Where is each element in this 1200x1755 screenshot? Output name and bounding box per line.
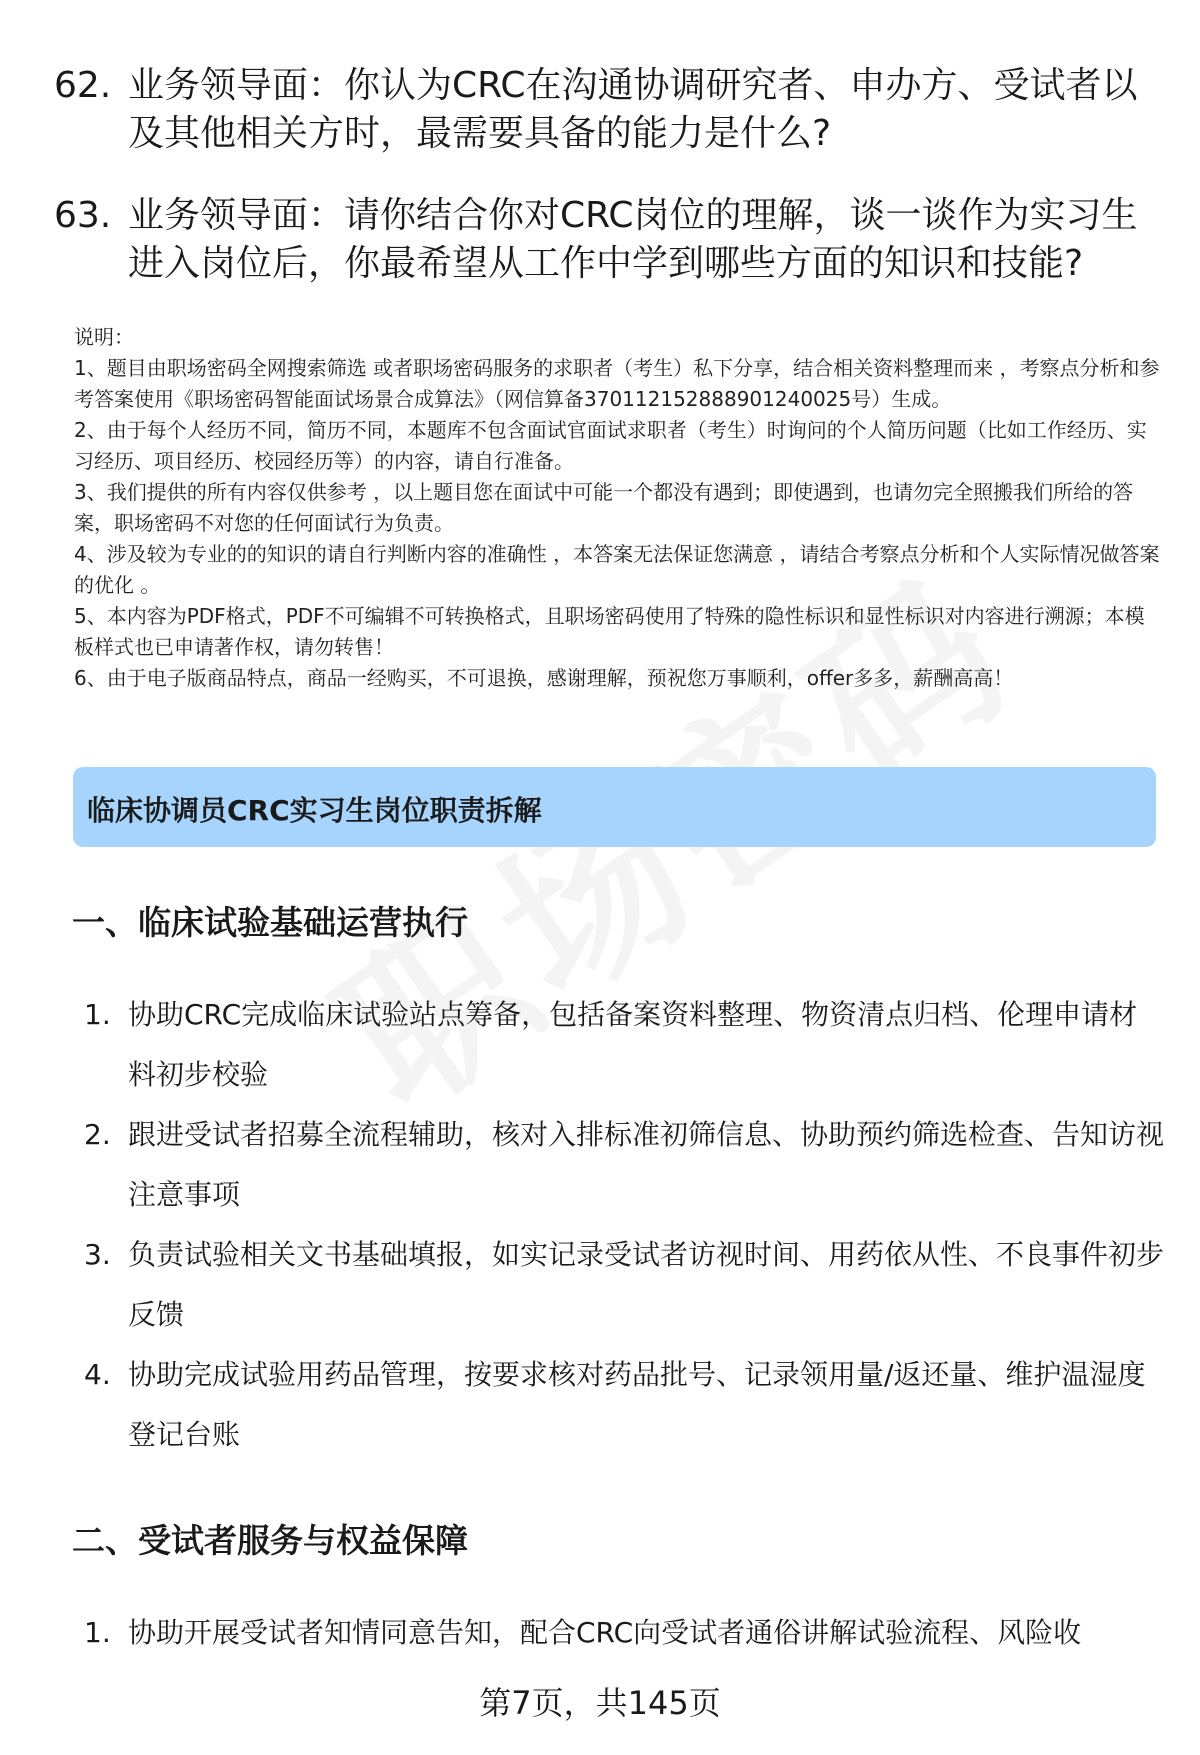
section-heading: 二、受试者服务与权益保障	[72, 1521, 468, 1560]
note-item: 3、我们提供的所有内容仅供参考 ，以上题目您在面试中可能一个都没有遇到；即使遇到，也请勿完全照搬我们所给的答案，职场密码不对您的任何面试行为负责。	[74, 480, 1134, 535]
list-item-number: 4.	[84, 1358, 111, 1391]
list-item-text: 协助开展受试者知情同意告知，配合CRC向受试者通俗讲解试验流程、风险收	[128, 1616, 1082, 1649]
note-item: 6、由于电子版商品特点，商品一经购买，不可退换，感谢理解，预祝您万事顺利，offer多多，薪酬高高！	[74, 666, 1014, 690]
list-item-number: 1.	[84, 1616, 111, 1649]
question-text: 业务领导面：你认为CRC在沟通协调研究者、申办方、受试者以及其他相关方时，最需要具备的能力是什么?	[128, 65, 1138, 154]
page-number: 第7页，共145页	[479, 1684, 721, 1722]
notes-block	[74, 322, 1164, 694]
list-item-text: 协助完成试验用药品管理，按要求核对药品批号、记录领用量/返还量、维护温湿度登记台账	[128, 1358, 1146, 1451]
question-62	[54, 62, 1154, 158]
list-item	[84, 1345, 1164, 1465]
section-heading: 一、临床试验基础运营执行	[72, 903, 468, 942]
list-item-text: 跟进受试者招募全流程辅助，核对入排标准初筛信息、协助预约筛选检查、告知访视注意事项	[128, 1118, 1165, 1211]
list-item-number: 2.	[84, 1118, 111, 1151]
note-item: 1、题目由职场密码全网搜索筛选 或者职场密码服务的求职者（考生）私下分享，结合相关资料整理而来 ，考察点分析和参考答案使用《职场密码智能面试场景合成算法》（网信算备370112152888901240025号）生成。	[74, 356, 1160, 411]
notes-heading: 说明：	[74, 325, 134, 349]
note-item: 5、本内容为PDF格式，PDF不可编辑不可转换格式，且职场密码使用了特殊的隐性标识和显性标识对内容进行溯源；本模板样式也已申请著作权，请勿转售！	[74, 604, 1145, 659]
note-item: 2、由于每个人经历不同，简历不同，本题库不包含面试官面试求职者（考生）时询问的个人简历问题（比如工作经历、实习经历、项目经历、校园经历等）的内容，请自行准备。	[74, 418, 1147, 473]
question-text: 业务领导面：请你结合你对CRC岗位的理解，谈一谈作为实习生进入岗位后，你最希望从工作中学到哪些方面的知识和技能?	[128, 195, 1138, 284]
list-item	[84, 1225, 1164, 1345]
question-number: 63.	[54, 195, 112, 236]
list-item-number: 3.	[84, 1238, 111, 1271]
list-item	[84, 1603, 1164, 1663]
question-number: 62.	[54, 65, 112, 106]
banner-title: 临床协调员CRC实习生岗位职责拆解	[87, 794, 542, 827]
list-item-text: 协助CRC完成临床试验站点筹备，包括备案资料整理、物资清点归档、伦理申请材料初步校验	[128, 998, 1138, 1091]
list-item-text: 负责试验相关文书基础填报，如实记录受试者访视时间、用药依从性、不良事件初步反馈	[128, 1238, 1165, 1331]
section-banner	[73, 767, 1156, 847]
list-item	[84, 1105, 1164, 1225]
list-item	[84, 985, 1164, 1105]
question-63	[54, 192, 1154, 288]
list-item-number: 1.	[84, 998, 111, 1031]
note-item: 4、涉及较为专业的的知识的请自行判断内容的准确性 ，本答案无法保证您满意 ，请结合考察点分析和个人实际情况做答案的优化 。	[74, 542, 1160, 597]
